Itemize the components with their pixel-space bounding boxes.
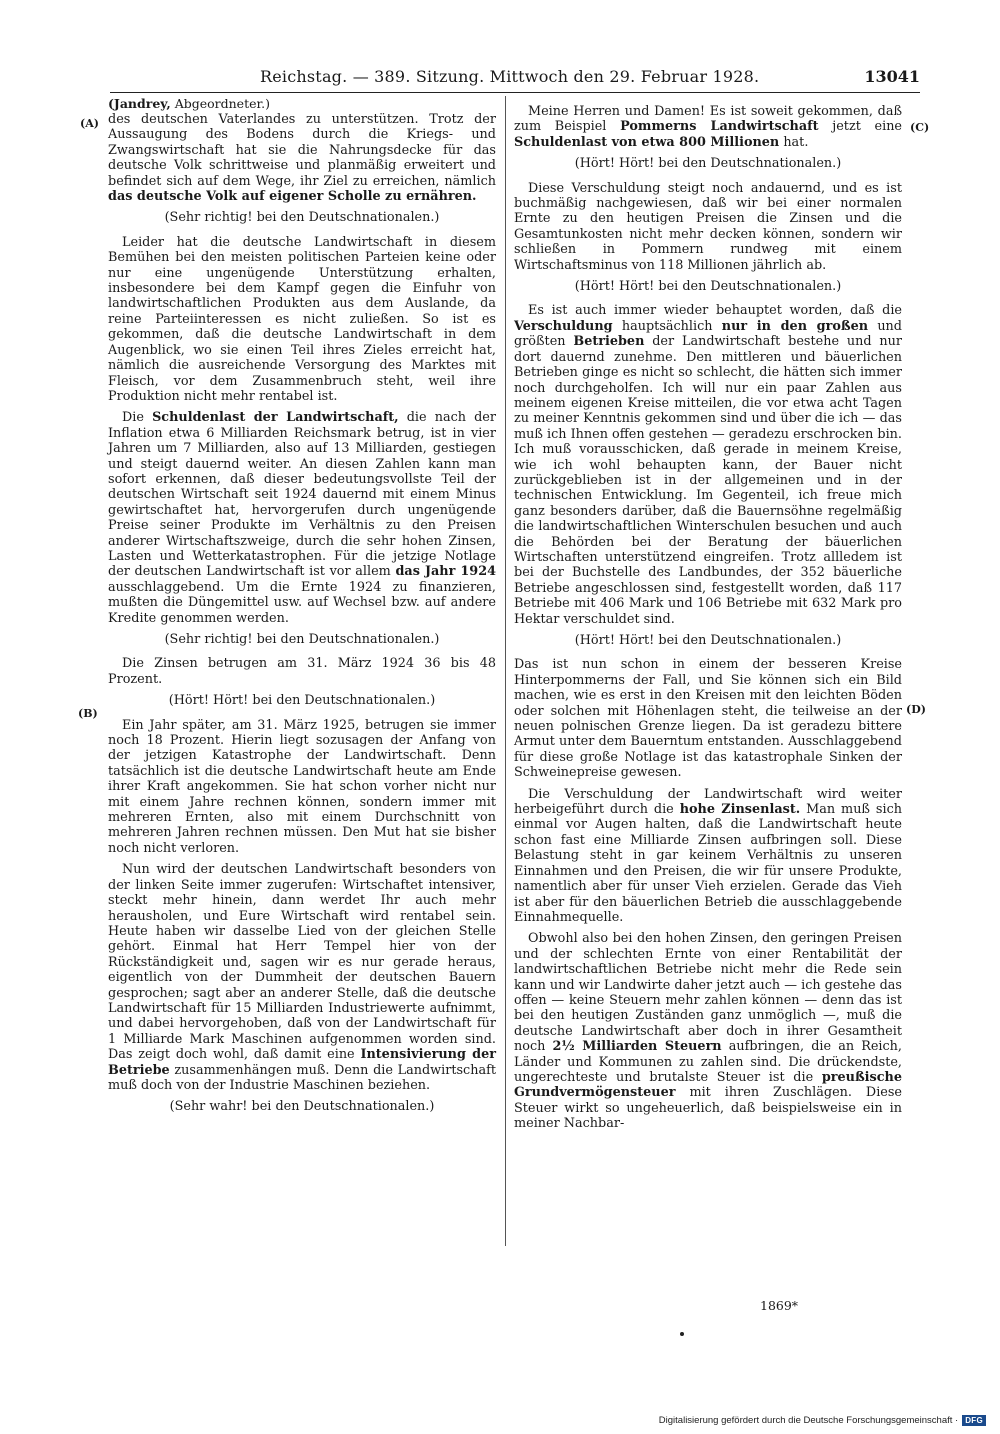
paragraph: Die Zinsen betrugen am 31. März 1924 36 bis 48 Prozent. <box>108 656 496 687</box>
paragraph-text: des deutschen Vaterlandes zu unterstützen. Trotz der Aussaugung des Bodens durch die Kriegs- und Zwangswirtschaft hat sie die Nahrungsdecke für das deutsche Volk schrittweise und planmäßig erweitert und befindet sich auf dem Wege, ihr Ziel zu erreichen, nämlich <box>108 112 496 189</box>
page-number: 13041 <box>864 67 920 86</box>
interjection: (Sehr wahr! bei den Deutschnationalen.) <box>169 1099 435 1115</box>
interjection: (Sehr richtig! bei den Deutschnationalen.) <box>164 210 440 226</box>
paragraph-emphasis: das Jahr 1924 <box>395 564 496 580</box>
paragraph-emphasis: Schuldenlast der Landwirtschaft, <box>152 410 399 426</box>
paragraph-emphasis: 2½ Milliarden Steuern <box>552 1039 722 1055</box>
paragraph <box>514 931 902 1131</box>
paragraph: Diese Verschuldung steigt noch andauernd, und es ist buchmäßig nachgewiesen, daß wir bei einer normalen Ernte zu den heutigen Preisen die Zinsen und die Gesamtunkosten nicht mehr decken können, sondern wir schließen in Pommern rundweg mit einem Wirtschaftsminus von 118 Millionen jährlich ab. <box>514 180 902 273</box>
paragraph: Das ist nun schon in einem der besseren Kreise Hinterpommerns der Fall, und Sie können sich ein Bild machen, wie es erst in den Kreisen mit den leichten Böden oder solchen mit Höhenlagen steht, die teilweise an der neuen polnischen Grenze liegen. Da ist geradezu bittere Armut unter dem Bauerntum entstanden. Ausschlaggebend für diese große Notlage ist das katastrophale Sinken der Schweinepreise gewesen. <box>514 657 902 781</box>
paragraph-emphasis: Betrieben <box>573 334 645 350</box>
running-header <box>110 64 920 93</box>
header-title: Reichstag. — 389. Sitzung. Mittwoch den 29. Februar 1928. <box>260 67 760 86</box>
paragraph-text: Nun wird der deutschen Landwirtschaft besonders von der linken Seite immer zugerufen: Wirtschaftet intensiver, steckt mehr hinein, dann werdet Ihr auch mehr herausholen, und Eure Wirtschaft wird rentabel sein. Heute haben wir dasselbe Lied von der gleichen Stelle gehört. Einmal hat Herr Tempel hier von der Rückständigkeit und, sagen wir es nur gerade heraus, eigentlich von der Dummheit der deutschen Bauern gesprochen; sagt aber an anderer Stelle, daß die deutsche Landwirtschaft für 15 Milliarden Industriewerte aufnimmt, und dabei hervorgehoben, daß von der Landwirtschaft für 1 Milliarde Mark Maschinen aufgenommen worden sind. Das zeigt doch wohl, daß damit eine <box>108 862 496 1063</box>
margin-marker-b: (B) <box>78 707 98 720</box>
paragraph-text: hauptsächlich <box>621 318 713 334</box>
margin-marker-d: (D) <box>906 703 926 716</box>
print-dot <box>680 1332 684 1336</box>
margin-marker-a: (A) <box>80 117 99 130</box>
digitization-footer <box>659 1415 986 1426</box>
paragraph <box>514 787 902 926</box>
paragraph-text: Obwohl also bei den hohen Zinsen, den geringen Preisen und der schlechten Ernte von einer Rentabilität der landwirtschaftlichen Betriebe nicht mehr die Rede sein kann und wir Landwirte daher jetzt auch — ich gestehe das offen — keine Steuern mehr zahlen können — denn das ist bei den heutigen Zuständen ganz unmöglich —, muß die deutsche Landwirtschaft aber doch in ihrer Gesamtheit noch <box>514 931 902 1055</box>
interjection: (Hört! Hört! bei den Deutschnationalen.) <box>574 633 842 648</box>
paragraph <box>108 112 496 204</box>
paragraph-emphasis: Schuldenlast von etwa 800 Millionen <box>514 134 780 150</box>
paragraph-text: Man muß sich einmal vor Augen halten, daß die Landwirtschaft heute schon fast eine Milliarde Zinsen aufbringen soll. Diese Belastung steht in gar keinem Verhältnis zu unseren Einnahmen und den Preisen, die wir für unsere Produkte, namentlich aber für unser Vieh erzielen. Gerade das Vieh ist aber für den bäuerlichen Betrieb die ausschlaggebende Einnahmequelle. <box>514 802 902 925</box>
margin-marker-c: (C) <box>910 121 930 134</box>
paragraph-emphasis: das deutsche Volk auf eigener Scholle zu ernähren. <box>108 189 477 205</box>
paragraph: Leider hat die deutsche Landwirtschaft in diesem Bemühen bei den meisten politischen Parteien keine oder nur eine ungenügende Unterstützung erhalten, insbesondere bei dem Kampf gegen die Einfuhr von landwirtschaftlichen Produkten aus dem Auslande, da reine Parteiinteressen es nicht zuließen. So ist es gekommen, daß die deutsche Landwirtschaft in dem Augenblick, wo sie einen Teil ihres Zieles erreicht hat, nämlich die ausreichende Versorgung des Marktes mit Fleisch, vor dem Zusammenbruch steht, weil ihre Produktion nicht mehr rentabel ist. <box>108 234 496 404</box>
right-column <box>514 104 902 1138</box>
paragraph-emphasis: Intensivierung der Betriebe <box>108 1047 496 1078</box>
paragraph-text: hat. <box>783 134 809 150</box>
column-divider <box>505 96 506 1246</box>
speaker-line <box>108 96 270 112</box>
paragraph <box>108 410 496 626</box>
paragraph: Ein Jahr später, am 31. März 1925, betrugen sie immer noch 18 Prozent. Hierin liegt sozusagen der Anfang von der jetzigen Katastrophe der Landwirtschaft. Denn tatsächlich ist die deutsche Landwirtschaft heute am Ende ihrer Kraft angekommen. Sie hat schon vorher nicht nur mit einem Jahre rechnen können, sondern immer mit mehreren Ernten, also mit einem Durchschnitt von mehreren Jahren rechnen müssen. Den Mut hat sie bisher noch nicht verloren. <box>108 717 496 856</box>
speaker-role: Abgeordneter.) <box>174 96 270 111</box>
paragraph-emphasis: Pommerns Landwirtschaft <box>620 119 819 135</box>
paragraph <box>108 862 496 1093</box>
paragraph-text: Meine Herren und Damen! Es ist soweit gekommen, daß zum Beispiel <box>514 104 902 135</box>
paragraph-emphasis: preußische Grundvermögensteuer <box>514 1069 902 1101</box>
paragraph-text: die nach der Inflation etwa 6 Milliarden Reichsmark betrug, ist in vier Jahren um 7 Milliarden, also auf 13 Milliarden, gestiegen und steigt dauernd weiter. An diesen Zahlen kann man sofort erkennen, daß dieser bedeutungsvollste Teil der deutschen Wirtschaft seit 1924 dauernd mit einem Minus gewirtschaftet hat, hervorgerufen durch ungenügende Preise seiner Produkte im Verhältnis zu den Preisen anderer Wirtschaftszweige, durch die sehr hohen Zinsen, Lasten und Wetterkatastrophen. Für die jetzige Notlage der deutschen Landwirtschaft ist vor allem <box>108 410 496 580</box>
paragraph-text: und größten <box>514 318 902 350</box>
paragraph-text: aufbringen, die an Reich, Länder und Kommunen zu zahlen sind. Die drückendste, ungerechteste und brutalste Steuer ist die <box>514 1039 902 1085</box>
interjection: (Hört! Hört! bei den Deutschnationalen.) <box>574 279 842 295</box>
paragraph-text: jetzt eine <box>832 119 903 135</box>
sheet-signature: 1869* <box>760 1298 799 1313</box>
paragraph-emphasis: nur in den großen <box>721 318 869 334</box>
dfg-logo: DFG <box>962 1415 986 1426</box>
interjection: (Sehr richtig! bei den Deutschnationalen.) <box>164 632 440 647</box>
interjection: (Hört! Hört! bei den Deutschnationalen.) <box>574 156 842 172</box>
paragraph-text: Es ist auch immer wieder behauptet worden, daß die <box>528 303 902 319</box>
paragraph-text: der Landwirtschaft bestehe und nur dort dauernd zunehme. Den mittleren und bäuerlichen Betrieben ginge es nicht so schlecht, die hätten sich immer noch durchgeholfen. Ich will nur ein paar Zahlen aus meinem eigenen Kreise mitteilen, die vor etwa acht Tagen zu meiner Kenntnis gekommen sind und über die ich — das muß ich Ihnen offen gestehen — geradezu erschrocken bin. Ich muß vorausschicken, daß gerade in meinem Kreise, wie ich wohl behaupten kann, der Bauer nicht zurückgeblieben ist in der allgemeinen und in der technischen Entwicklung. Im Gegenteil, ich freue mich ganz besonders darüber, daß die Bauernsöhne regelmäßig die landwirtschaftlichen Winterschulen besuchen und auch die Behörden bei der Beratung der bäuerlichen Wirtschaften unterstützend eingreifen. Trotz allledem ist bei der Buchstelle des Landbundes, der 352 bäuerliche Betriebe angeschlossen sind, festgestellt worden, daß 117 Betriebe mit 406 Mark und 106 Betriebe mit 632 Mark pro Hektar verschuldet sind. <box>514 334 902 627</box>
paragraph-emphasis: hohe Zinsenlast. <box>679 802 801 818</box>
paragraph-text: Die Verschuldung der Landwirtschaft wird weiter herbeigeführt durch die <box>514 786 902 818</box>
paragraph <box>514 303 902 627</box>
footer-text: Digitalisierung gefördert durch die Deutsche Forschungsgemeinschaft · <box>658 1415 959 1426</box>
paragraph-text: mit ihren Zuschlägen. Diese Steuer wirkt so ungeheuerlich, daß beispielsweise ein in meiner Nachbar- <box>514 1085 902 1132</box>
interjection: (Hört! Hört! bei den Deutschnationalen.) <box>168 693 436 709</box>
paragraph-text: ausschlaggebend. Um die Ernte 1924 zu finanzieren, mußten die Düngemittel usw. auf Wechsel bzw. auf andere Kredite genommen werden. <box>108 579 496 626</box>
paragraph <box>514 104 902 150</box>
paragraph-text: zusammenhängen muß. Denn die Landwirtschaft muß doch von der Industrie Maschinen beziehen. <box>108 1062 496 1093</box>
speaker-name: (Jandrey, <box>108 96 171 111</box>
paragraph-emphasis: Verschuldung <box>514 318 613 334</box>
left-column <box>108 112 496 1124</box>
paragraph-text: Die <box>122 410 144 426</box>
